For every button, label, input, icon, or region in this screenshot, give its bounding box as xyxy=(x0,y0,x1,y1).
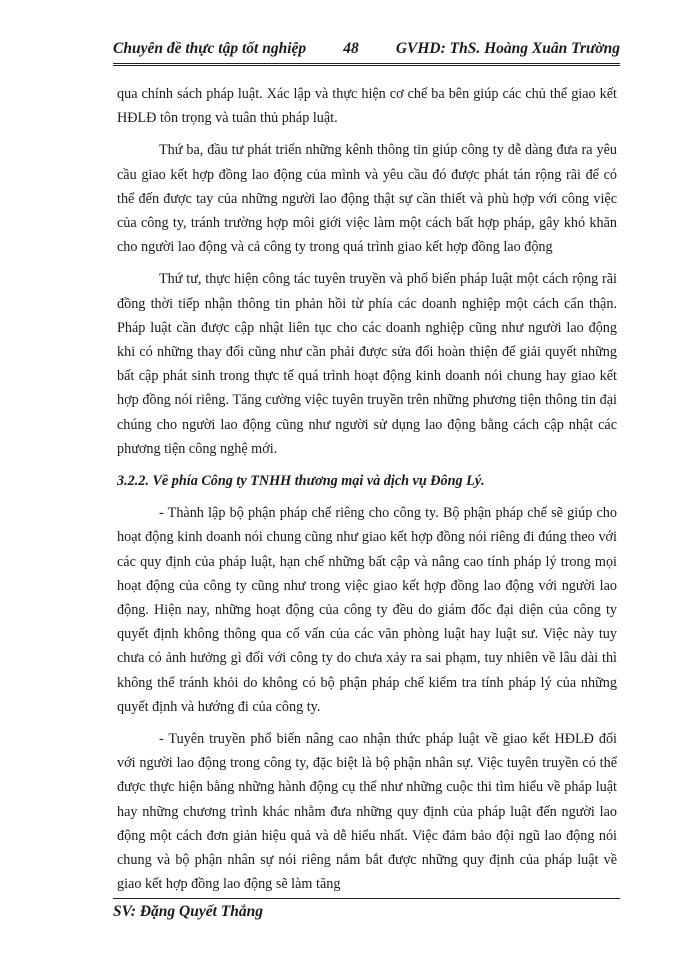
page-header xyxy=(113,40,620,58)
paragraph-third-point: Thứ ba, đầu tư phát triển những kênh thông tin giúp công ty dễ dàng đưa ra yêu cầu giao kết hợp đồng lao động của mình và yêu cầu đó được phát tán rộng rãi để có thể đến được tay của những người lao động thật sự cần thiết và phù hợp với công việc của công ty, tránh trường hợp môi giới việc làm một cách bất hợp pháp, gây khó khăn cho người lao động và cả công ty trong quá trình giao kết hợp đồng lao động xyxy=(117,142,617,256)
page-number: 48 xyxy=(343,40,359,57)
section-heading: 3.2.2. Về phía Công ty TNHH thương mại và dịch vụ Đông Lý. xyxy=(117,473,485,490)
document-body xyxy=(117,82,617,905)
header-divider xyxy=(113,63,620,66)
paragraph-continuation: qua chính sách pháp luật. Xác lập và thực hiện cơ chế ba bên giúp các chủ thể giao kết HĐLĐ tôn trọng và tuân thủ pháp luật. xyxy=(117,86,617,127)
document-title: Chuyên đề thực tập tốt nghiệp xyxy=(113,40,307,57)
paragraph-legal-awareness: - Tuyên truyền phổ biến nâng cao nhận thức pháp luật về giao kết HĐLĐ đối với người lao động trong công ty, đặc biệt là bộ phận nhân sự. Việc tuyên truyền có thể được thực hiện bằng những hành động cụ thể như những cuộc thi tìm hiểu về pháp luật hay những chương trình khác nhằm đưa những quy định của pháp luật đến người lao động một cách đơn giản hiệu quả và dễ hiểu nhất. Việc đảm bảo đội ngũ lao động nói chung và bộ phận nhân sự nói riêng nắm bắt được những quy định của pháp luật về giao kết hợp đồng lao động sẽ làm tăng xyxy=(117,731,617,893)
footer-student: SV: Đặng Quyết Thắng xyxy=(113,903,263,920)
paragraph-legal-department: - Thành lập bộ phận pháp chế riêng cho công ty. Bộ phận pháp chế sẽ giúp cho hoạt động kinh doanh nói chung cũng như giao kết hợp đồng nói riêng đi đúng theo với các quy định của pháp luật, hạn chế những bất cập và nâng cao tính pháp lý trong mọi hoạt động của công ty cũng như trong việc giao kết hợp đồng lao động với người lao động. Hiện nay, những hoạt động của công ty đều do giám đốc đại diện của công ty quyết định không thông qua cố vấn của các văn phòng luật hay luật sư. Việc này tuy chưa có ảnh hưởng gì đối với công ty do chưa xảy ra sai phạm, tuy nhiên về lâu dài thì không thể tránh khỏi do không có bộ phận pháp chế kiểm tra tính pháp lý của những quyết định và hướng đi của công ty. xyxy=(117,505,617,715)
footer-divider xyxy=(113,898,620,899)
paragraph-fourth-point: Thứ tư, thực hiện công tác tuyên truyền và phổ biến pháp luật một cách rộng rãi đồng thời tiếp nhận thông tin phản hồi từ phía các doanh nghiệp một cách cẩn thận. Pháp luật cần được cập nhật liên tục cho các doanh nghiệp cũng như người lao động khi có những thay đổi cũng như cần phải được sửa đổi hoàn thiện để giải quyết những bất cập phát sinh trong thực tế quá trình hoạt động kinh doanh nói chung hay giao kết hợp đồng nói riêng. Tăng cường việc tuyên truyền trên những phương tiện thông tin đại chúng cho người lao động cũng như người sử dụng lao động bằng cách cập nhật các phương tiện công nghệ mới. xyxy=(117,271,617,457)
advisor-name: GVHD: ThS. Hoàng Xuân Trường xyxy=(395,40,620,57)
